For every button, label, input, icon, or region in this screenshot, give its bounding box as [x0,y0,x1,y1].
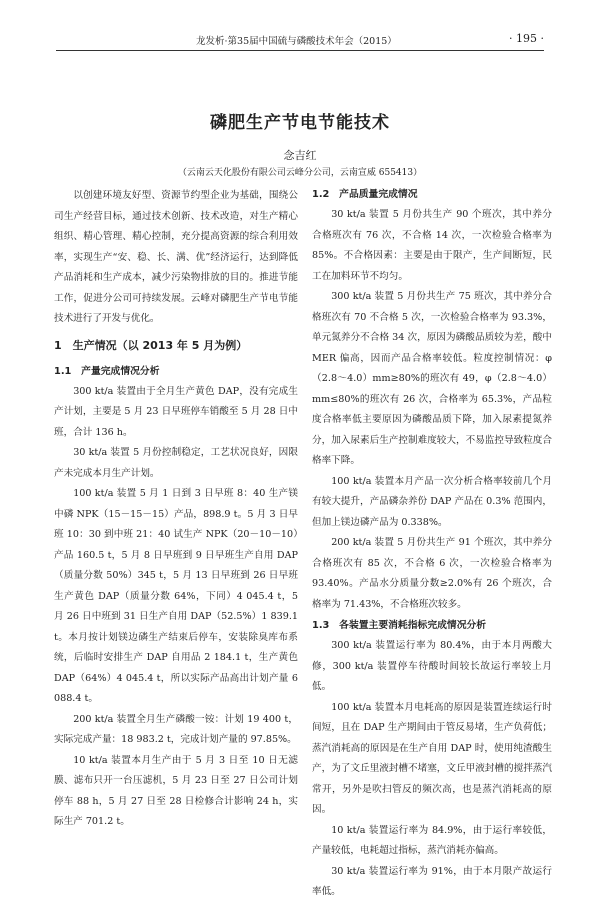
paragraph: 30 kt/a 装置 5 月份控制稳定，工艺状况良好，因限产未完成本月生产计划。 [54,447,298,479]
article-title: 磷肥生产节电节能技术 [210,113,390,133]
page-number: · 195 · [509,32,544,45]
subsection-heading-1-3: 1.3 各装置主要消耗指标完成情况分析 [312,620,487,631]
section-heading-1: 1 生产情况（以 2013 年 5 月为例） [54,338,248,352]
paragraph: 300 kt/a 装置 5 月份共生产 75 班次，其中养分合格班次有 70 不合格 5 次，一次检验合格率为 93.3%，单元氮养分不合格 34 次，原因为磷酸品质较为差，酸中 MER 偏高，因而产品合格率较低。粒度控制情况：φ（2.8～4.0）mm≥80%的班次有 49，φ（2.8～4.0）mm≤80%的班次有 26 次，合格率为 65.3%，产品粒度合格率低主要原因为磷酸品质下降，加入尿素提氮养分，加入尿素后生产控制难度较大，不易监控导致粒度合格率下降。 [312,291,552,466]
paragraph: 300 kt/a 装置由于全月生产黄色 DAP，没有完成生产计划，主要是 5 月 23 日早班停车销酸至 5 月 28 日中班，合计 136 h。 [54,385,298,438]
author-affiliation: （云南云天化股份有限公司云峰分公司，云南宣威 655413） [177,168,423,178]
paragraph: 30 kt/a 装置运行率为 91%，由于本月限产故运行率低。 [312,865,552,897]
left-column [54,186,298,833]
paragraph: 100 kt/a 装置 5 月 1 日到 3 日早班 8：40 生产镁中磷 NPK（15－15－15）产品，898.9 t。5 月 3 日早班 10：30 到中班 21：40 试生产 NPK（20－10－10）产品 160.5 t，5 月 8 日早班到 9 日早班生产自用 DAP（质量分数 50%）345 t，5 月 13 日早班到 26 日早班生产黄色 DAP（质量分数 64%，下同）4 045.4 t，5 月 26 日中班到 31 日生产自用 DAP（52.5%）1 839.1 t。本月按计划镁边磷生产结束后停车，安装除臭库布系统，后临时安排生产 DAP 自用品 2 184.1 t，生产黄色 DAP（64%）4 045.4 t，所以实际产品高出计划产量 6 088.4 t。 [54,488,298,704]
author-name: 念吉红 [283,149,317,162]
paragraph: 100 kt/a 装置本月电耗高的原因是装置连续运行时间短，且在 DAP 生产期间由于管反易堵，生产负荷低；蒸汽消耗高的原因是在生产自用 DAP 时，使用纯渣酸生产，为了文丘里液封槽不堵塞，文丘甲液封槽的搅拌蒸汽常开，另外是吹扫管反的频次高，也是蒸汽消耗高的原因。 [312,701,552,815]
paragraph: 300 kt/a 装置运行率为 80.4%，由于本月两酸大修，300 kt/a 装置停车待酸时间较长故运行率较上月低。 [312,640,552,692]
subsection-heading-1-1: 1.1 产量完成情况分析 [54,365,160,377]
paragraph: 200 kt/a 装置 5 月份共生产 91 个班次，其中养分合格班次有 85 次，不合格 6 次，一次检验合格率为 93.40%。产品水分质量分数≥2.0%有 26 个班次，合格率为 71.43%，不合格班次较多。 [312,537,552,610]
paragraph: 30 kt/a 装置 5 月份共生产 90 个班次，其中养分合格班次有 76 次，不合格 14 次，一次检验合格率为 85%。不合格因素：主要是由于限产，生产间断短，民工在加料环节不均匀。 [312,209,552,282]
paragraph: 100 kt/a 装置本月产品一次分析合格率较前几个月有较大提升，产品磷杂养份 DAP 产品在 0.3% 范围内，但加上镁边磷产品为 0.338%。 [312,475,552,528]
paragraph: 200 kt/a 装置全月生产磷酸一铵：计划 19 400 t，实际完成产量：18 983.2 t，完成计划产量的 97.85%。 [54,713,298,745]
subsection-heading-1-2: 1.2 产品质量完成情况 [312,189,418,200]
journal-name: 龙发析·第35届中国硫与磷酸技术年会（2015） [196,36,397,47]
intro-paragraph: 以创建环境友好型、资源节约型企业为基础，围绕公司生产经营目标，通过技术创新、技术改造，对生产精心组织、精心管理、精心控制，充分提高资源的综合利用效率，实现生产“安、稳、长、满、优”经济运行，达到降低产品消耗和生产成本，减少污染物排放的目的。推进节能工作，促进分公司可持续发展。云峰对磷肥生产节电节能技术进行了开发与优化。 [54,190,298,324]
paragraph: 10 kt/a 装置运行率为 84.9%，由于运行率较低，产量较低，电耗超过指标，蒸汽消耗亦偏高。 [312,824,552,856]
paragraph: 10 kt/a 装置本月生产由于 5 月 3 日至 10 日无滤膜、滤布只开一台压滤机，5 月 23 日至 27 日公司计划停车 88 h，5 月 27 日至 28 日检修合计影响 24 h，实际生产 701.2 t。 [54,754,298,827]
right-column [312,184,552,903]
running-header [56,30,544,51]
